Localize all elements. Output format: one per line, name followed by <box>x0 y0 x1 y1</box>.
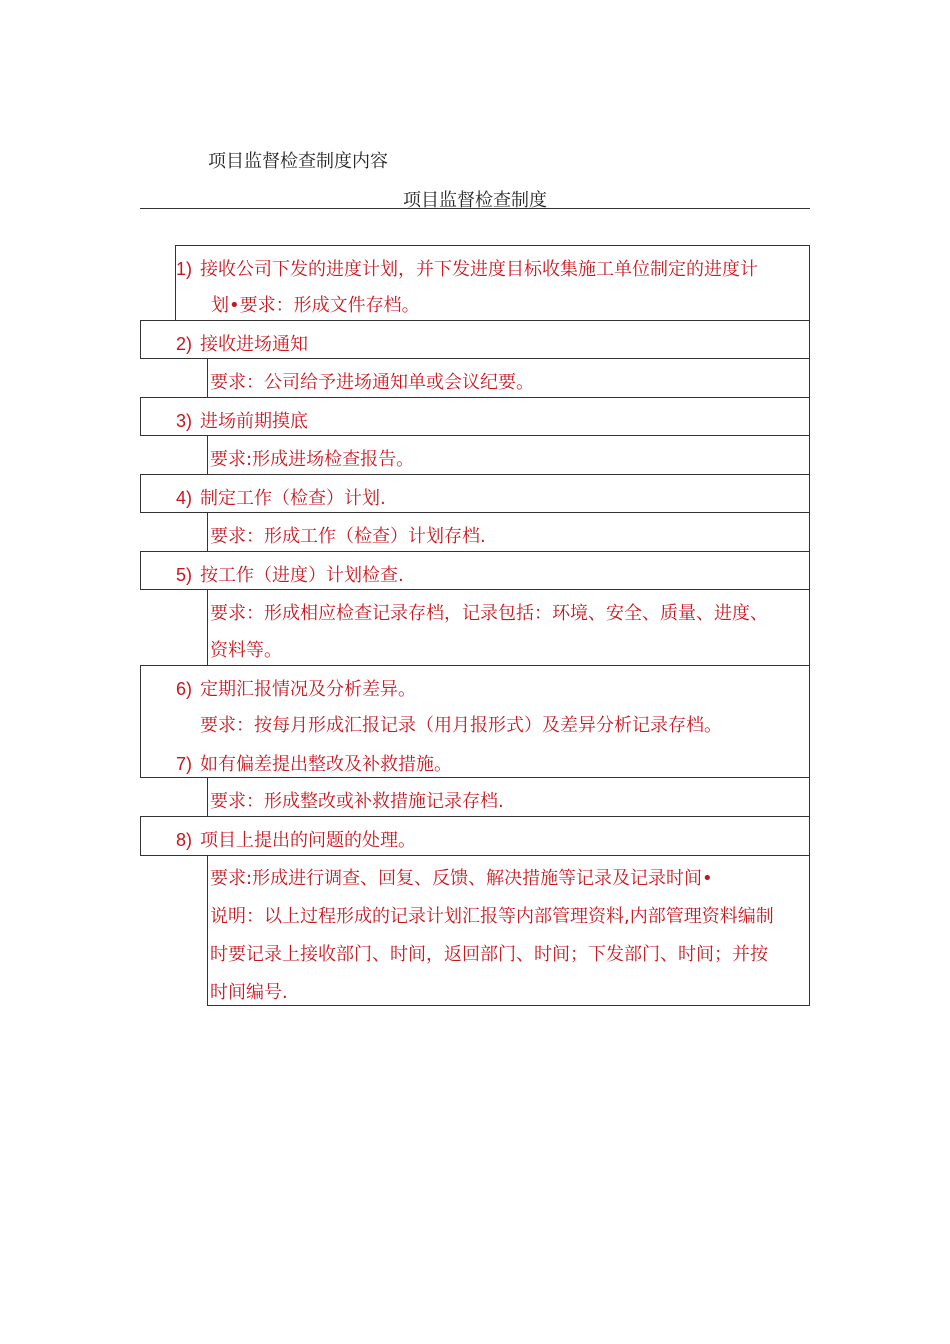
header-title: 项目监督检查制度 <box>403 190 547 211</box>
item-1-text: 接收公司下发的进度计划，并下发进度目标收集施工单位制定的进度计 <box>200 259 759 280</box>
item-6-text: 定期汇报情况及分析差异。 <box>200 679 417 700</box>
item-7-requirement: 要求：形成整改或补救措施记录存档. <box>210 791 504 812</box>
item-6-line <box>176 677 416 702</box>
item-3-number: 3) <box>176 411 193 431</box>
item-8-note-line-2: 时要记录上接收部门、时间，返回部门、时间；下发部门、时间；并按 <box>210 944 768 965</box>
item-7-line <box>176 752 452 777</box>
item-3-line <box>176 409 308 434</box>
item-5-text: 按工作（进度）计划检查. <box>200 565 404 586</box>
item-1-line-1 <box>176 257 758 282</box>
item-8-number: 8) <box>176 830 193 850</box>
item-5-line <box>176 563 404 588</box>
document-title: 项目监督检查制度内容 <box>208 151 388 172</box>
item-8-note-line-3: 时间编号. <box>210 982 288 1003</box>
item-1-line-2: 划•要求：形成文件存档。 <box>211 295 420 316</box>
item-2-requirement: 要求：公司给予进场通知单或会议纪要。 <box>210 372 534 393</box>
item-5-number: 5) <box>176 565 193 585</box>
item-7-number: 7) <box>176 754 193 774</box>
item-2-number: 2) <box>176 334 193 354</box>
item-4-text: 制定工作（检查）计划. <box>200 488 386 509</box>
item-5-requirement-line-2: 资料等。 <box>210 640 282 661</box>
item-8-line <box>176 828 416 853</box>
item-8-requirement: 要求:形成进行调查、回复、反馈、解决措施等记录及记录时间• <box>210 868 713 889</box>
item-8-note-line-1: 说明：以上过程形成的记录计划汇报等内部管理资料,内部管理资料编制 <box>210 906 774 927</box>
item-2-text: 接收进场通知 <box>200 334 309 355</box>
item-5-req-box <box>207 589 810 666</box>
item-5-requirement-line-1: 要求：形成相应检查记录存档，记录包括：环境、安全、质量、进度、 <box>210 603 768 624</box>
item-2-line <box>176 332 308 357</box>
item-4-line <box>176 486 386 511</box>
item-8-text: 项目上提出的问题的处理。 <box>200 830 417 851</box>
item-4-requirement: 要求：形成工作（检查）计划存档. <box>210 526 486 547</box>
item-7-text: 如有偏差提出整改及补救措施。 <box>200 754 453 775</box>
item-1-number: 1) <box>176 259 193 279</box>
item-3-text: 进场前期摸底 <box>200 411 309 432</box>
item-6-number: 6) <box>176 679 193 699</box>
item-3-requirement: 要求:形成进场检查报告。 <box>210 449 415 470</box>
item-4-number: 4) <box>176 488 193 508</box>
page-header <box>140 186 810 209</box>
item-6-requirement: 要求：按每月形成汇报记录（用月报形式）及差异分析记录存档。 <box>200 715 722 736</box>
